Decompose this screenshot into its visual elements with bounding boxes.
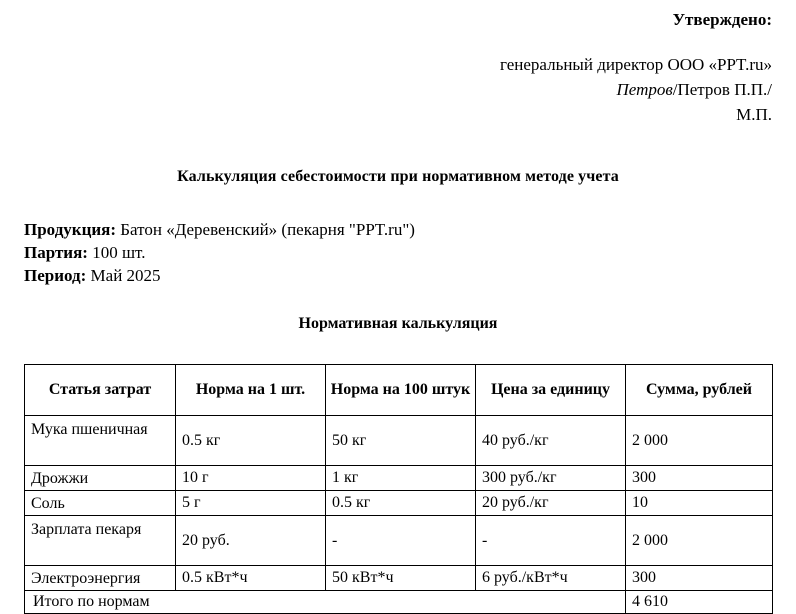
cell-norm-100: 0.5 кг	[326, 491, 476, 516]
approval-spacer	[24, 30, 772, 52]
cell-cost-item: Электроэнергия	[25, 566, 176, 591]
table-row	[25, 416, 773, 466]
meta-row-product	[24, 218, 772, 241]
table-row	[25, 516, 773, 566]
meta-row-period	[24, 264, 772, 287]
product-label: Продукция:	[24, 220, 117, 239]
meta-row-batch	[24, 241, 772, 264]
cell-norm-unit: 0.5 кВт*ч	[176, 566, 326, 591]
approval-title: Утверждено:	[672, 10, 772, 29]
cell-unit-price: 40 руб./кг	[476, 416, 626, 466]
table-body	[25, 416, 773, 614]
cell-amount: 2 000	[626, 516, 773, 566]
cell-cost-item: Дрожжи	[25, 466, 176, 491]
cell-norm-100: -	[326, 516, 476, 566]
column-header-unit-price: Цена за единицу	[476, 365, 626, 416]
cell-norm-unit: 20 руб.	[176, 516, 326, 566]
table-row	[25, 491, 773, 516]
cell-unit-price: 300 руб./кг	[476, 466, 626, 491]
cell-norm-100: 50 кВт*ч	[326, 566, 476, 591]
period-value: Май 2025	[90, 266, 161, 285]
batch-label: Партия:	[24, 243, 88, 262]
column-header-norm-unit: Норма на 1 шт.	[176, 365, 326, 416]
cell-norm-100: 1 кг	[326, 466, 476, 491]
total-amount: 4 610	[626, 591, 773, 614]
cell-amount: 300	[626, 466, 773, 491]
cell-amount: 2 000	[626, 416, 773, 466]
document-meta	[24, 218, 772, 287]
cost-calculation-table	[24, 364, 773, 614]
cell-norm-unit: 0.5 кг	[176, 416, 326, 466]
stamp-mark: М.П.	[736, 105, 772, 124]
page-title: Калькуляция себестоимости при нормативном методе учета	[177, 168, 619, 185]
column-header-norm-100: Норма на 100 штук	[326, 365, 476, 416]
cell-amount: 10	[626, 491, 773, 516]
cell-amount: 300	[626, 566, 773, 591]
table-header	[25, 365, 773, 416]
column-header-cost-item: Статья затрат	[25, 365, 176, 416]
product-value: Батон «Деревенский» (пекарня "PPT.ru")	[120, 220, 415, 239]
approval-position-line: генеральный директор ООО «PPT.ru»	[499, 55, 772, 74]
total-label: Итого по нормам	[25, 591, 626, 614]
approval-signature-line	[24, 77, 772, 102]
batch-value: 100 шт.	[92, 243, 146, 262]
approval-block	[24, 0, 772, 127]
cell-unit-price: 6 руб./кВт*ч	[476, 566, 626, 591]
table-row	[25, 566, 773, 591]
cell-unit-price: 20 руб./кг	[476, 491, 626, 516]
table-total-row	[25, 591, 773, 614]
cell-unit-price: -	[476, 516, 626, 566]
cell-cost-item: Мука пшеничная	[25, 416, 176, 466]
cell-norm-unit: 5 г	[176, 491, 326, 516]
signature-name: Петров	[616, 80, 673, 99]
period-label: Период:	[24, 266, 87, 285]
section-title: Нормативная калькуляция	[298, 315, 498, 332]
column-header-amount: Сумма, рублей	[626, 365, 773, 416]
cell-norm-unit: 10 г	[176, 466, 326, 491]
cell-cost-item: Зарплата пекаря	[25, 516, 176, 566]
cell-norm-100: 50 кг	[326, 416, 476, 466]
cell-cost-item: Соль	[25, 491, 176, 516]
signature-decoding: /Петров П.П./	[672, 80, 772, 99]
table-header-row	[25, 365, 773, 416]
table-row	[25, 466, 773, 491]
